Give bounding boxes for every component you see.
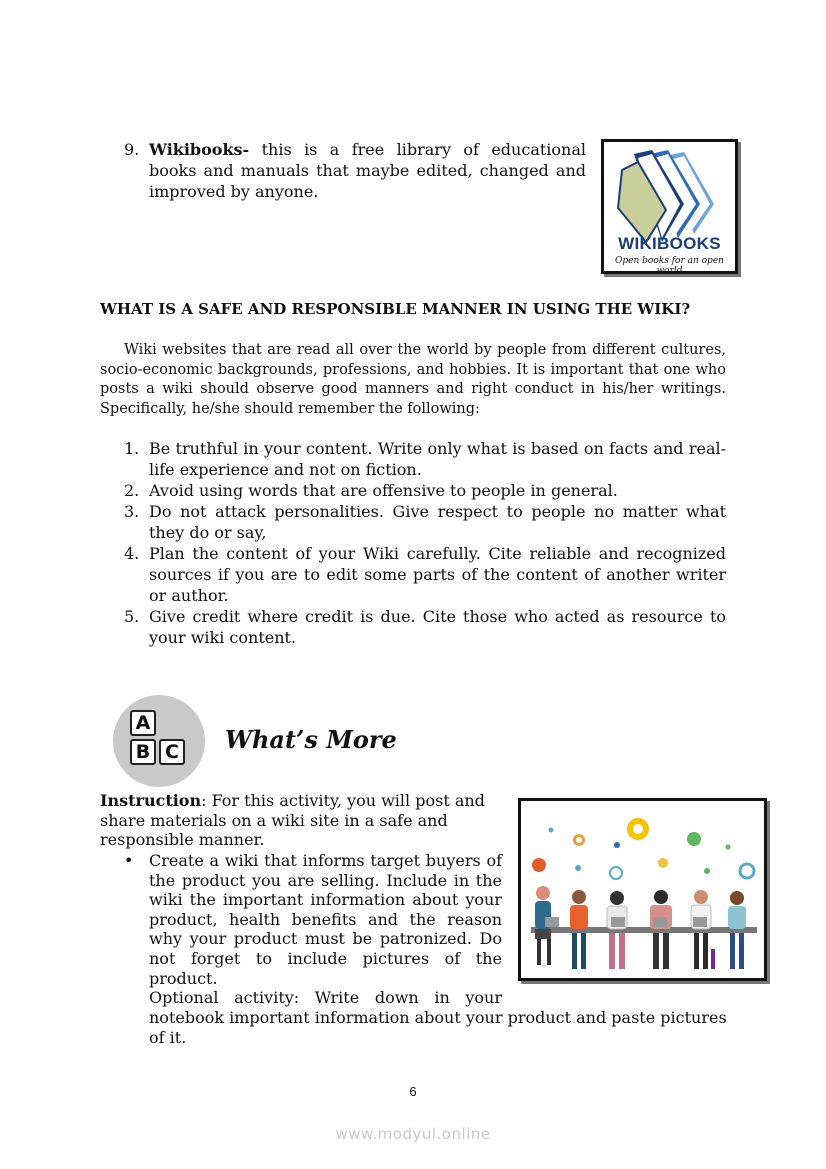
wikibooks-name: WIKIBOOKS	[618, 234, 721, 253]
instruction-text: : For this activity, you will post and share materials on a wiki site in a safe and responsible manner.	[100, 791, 485, 850]
abc-blocks-icon	[113, 695, 205, 787]
wikibooks-logo	[601, 139, 738, 274]
list-text: Do not attack personalities. Give respect to people no matter what they do or say,	[149, 502, 726, 542]
list-item-3	[124, 501, 726, 543]
item-9	[124, 139, 586, 202]
list-item-2	[124, 480, 726, 501]
optional-line-1: Optional activity: Write down in your	[149, 988, 502, 1007]
instruction-label: Instruction	[100, 791, 202, 810]
wikibooks-tagline: Open books for an open world	[615, 256, 724, 276]
section-heading: WHAT IS A SAFE AND RESPONSIBLE MANNER IN USING THE WIKI?	[100, 300, 691, 318]
list-item-1	[124, 438, 726, 480]
people-illustration	[518, 798, 767, 981]
team-ideas-image	[521, 801, 764, 978]
list-item-5	[124, 606, 726, 648]
optional-line-2: notebook important information about your product and paste pictures of it.	[149, 1008, 727, 1047]
list-item-4	[124, 543, 726, 606]
list-number: 1.	[124, 439, 140, 458]
intro-paragraph: Wiki websites that are read all over the world by people from different cultures, socio-economic backgrounds, professions, and hobbies. It is important that one who posts a wiki should observe good manners and right conduct in his/her writings. Specifically, he/she should remember the following:	[100, 342, 726, 417]
bullet-text: Create a wiki that informs target buyers of the product you are selling. Include in the wiki the important information about your product, health benefits and the reason why your product must be patronized. Do not forget to include pictures of the product.	[149, 851, 502, 988]
list-text: Give credit where credit is due. Cite those who acted as resource to your wiki content.	[149, 607, 726, 647]
item-9-number: 9.	[124, 140, 140, 159]
item-9-title: Wikibooks-	[149, 140, 250, 159]
bullet-item	[124, 851, 502, 988]
item-9-text: this is a free library of educational books and manuals that maybe edited, changed and improved by anyone.	[149, 140, 586, 201]
instruction-paragraph	[100, 791, 492, 850]
whats-more-title: What’s More	[225, 725, 397, 754]
bullet-icon: •	[124, 851, 134, 870]
page-number: 6	[409, 1084, 417, 1099]
watermark: www.modyul.online	[335, 1125, 491, 1143]
list-number: 2.	[124, 481, 140, 500]
list-text: Avoid using words that are offensive to people in general.	[149, 481, 618, 500]
list-number: 4.	[124, 544, 140, 563]
block-b: B	[130, 739, 156, 765]
block-c: C	[159, 739, 185, 765]
list-text: Be truthful in your content. Write only what is based on facts and real-life experience and not on fiction.	[149, 439, 726, 479]
block-a: A	[130, 710, 156, 736]
list-number: 3.	[124, 502, 140, 521]
list-number: 5.	[124, 607, 140, 626]
list-text: Plan the content of your Wiki carefully. Cite reliable and recognized sources if you are to edit some parts of the content of another writer or author.	[149, 544, 726, 605]
